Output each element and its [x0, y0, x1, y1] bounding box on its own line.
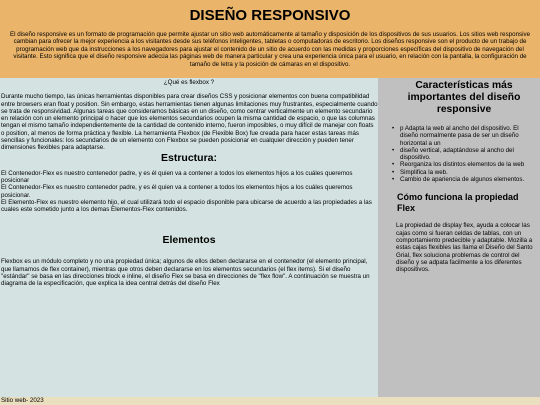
footer-text: Sitio web- 2023: [1, 397, 44, 404]
list-item: • p Adapta la web al ancho del dispositivo. El diseño normalmente pasa de ser un diseño horizontal a un: [394, 125, 534, 147]
page-footer: [0, 397, 540, 405]
page-title: DISEÑO RESPONSIVO: [189, 7, 351, 24]
features-list: [394, 125, 534, 183]
intro-paragraph: Durante mucho tiempo, las únicas herramientas disponibles para crear diseños CSS y posicionar elementos con buena compatibilidad entre browsers eran float y position. Sin embargo, estas herramientas tienen algunas limitaciones muy frustrantes, especialmente cuando se trata de responsividad. Algunas tareas que consideramos básicas en un diseño, como centrar verticalmente un elemento secundario en relación con un elemento principal o hacer que los elementos secundarios ocupen la misma cantidad de espacio, o que las columnas tengan el mismo tamaño independientemente de la cantidad de contenido interno, fueron imposibles, o muy difícil de manejar con floats o position, al menos de forma práctica y flexible. La herramienta Flexbox (de Flexible Box) fue creada para hacer estas tareas más sencillas y funcionales: los secundarios de un elemento con Flexbox se pueden posicionar en cualquier dirección y pueden tener dimensiones flexibles para adaptarse.: [1, 93, 378, 152]
sidebar-title: Características más importantes del diseño responsive: [407, 80, 521, 115]
main-content: [0, 78, 378, 397]
estructura-paragraph-1: El Contenedor-Flex es nuestro contenedor padre, y es él quien va a contener a todos los elementos hijos a los cuáles queremos posicionar: [1, 169, 353, 184]
page-header: [0, 0, 540, 78]
list-item: • Reorganiza los distintos elementos de la web: [394, 161, 534, 168]
list-item: • diseño vertical, adaptándose al ancho del dispositivo.: [394, 147, 534, 162]
flex-paragraph: La propiedad de display flex, ayuda a colocar las cajas como si fueran celdas de tablas, con un comportamiento predecible y adaptable. Mozilla a estas cajas flexibles las llama el Diseño del Santo Grial, flex soluciona problemas de control del diseño y se adpata facilmente a los diferentes dispositivos.: [396, 222, 533, 274]
header-description: El diseño responsive es un formato de programación que permite ajustar un sitio web automáticamente al tamaño y disposición de los dispositivos de sus usuarios. Los sitios web responsive cambian para ofrecer la mejor experiencia a los visitantes desde sus teléfonos inteligentes, tabletas o computadoras de escritorio. Los diseños responsive son el producto de un trabajo de programación web que da instrucciones a los navegadores para ajustar el contenido de un sitio de acuerdo con las medidas y proporciones específicas del dispositivo de navegación del visitante. Esto significa que el diseño responsive adecúa las páginas web de manera particular y crea una experiencia única para el usuario, en relación con la pantalla, la configuración de tamaño de letra y la posición de cámaras en el dispositivo.: [9, 31, 531, 68]
list-item: • Simplifica la web.: [394, 169, 534, 176]
sidebar: [378, 78, 540, 397]
flex-heading: Cómo funciona la propiedad Flex: [397, 192, 519, 214]
list-item: • Cambio de apariencia de algunos elementos.: [394, 176, 534, 183]
flexbox-question: ¿Qué es flexbox ?: [163, 79, 215, 86]
estructura-paragraph-2: El Contenedor-Flex es nuestro contenedor padre, y es él quien va a contener a todos los elementos hijos a los cuáles queremos posicionar.: [1, 184, 353, 199]
elementos-paragraph: Flexbox es un módulo completo y no una propiedad única; algunos de ellos deben declararse en el contenedor (el elemento principal, que llamamos de flex container), mientras que otros deben declararse en los elementos secundarios (el flex items). Si el diseño "estándar" se basa en las direcciones block e inline, el diseño Flex se basa en direcciones de "flex flow". A continuación se muestra un diagrama de la especificación, que explica la idea central detrás del diseño Flex: [1, 258, 370, 288]
elementos-heading: Elementos: [162, 234, 216, 247]
estructura-paragraph-3: El Elemento-Flex es nuestro elemento hijo, el cual utilizará todo el espacio disponible para ubicarse de acuerdo a las propiedades a las cuales este sometido junto a los demas Elementos-Flex contenidos.: [1, 198, 372, 214]
estructura-heading: Estructura:: [160, 151, 217, 164]
